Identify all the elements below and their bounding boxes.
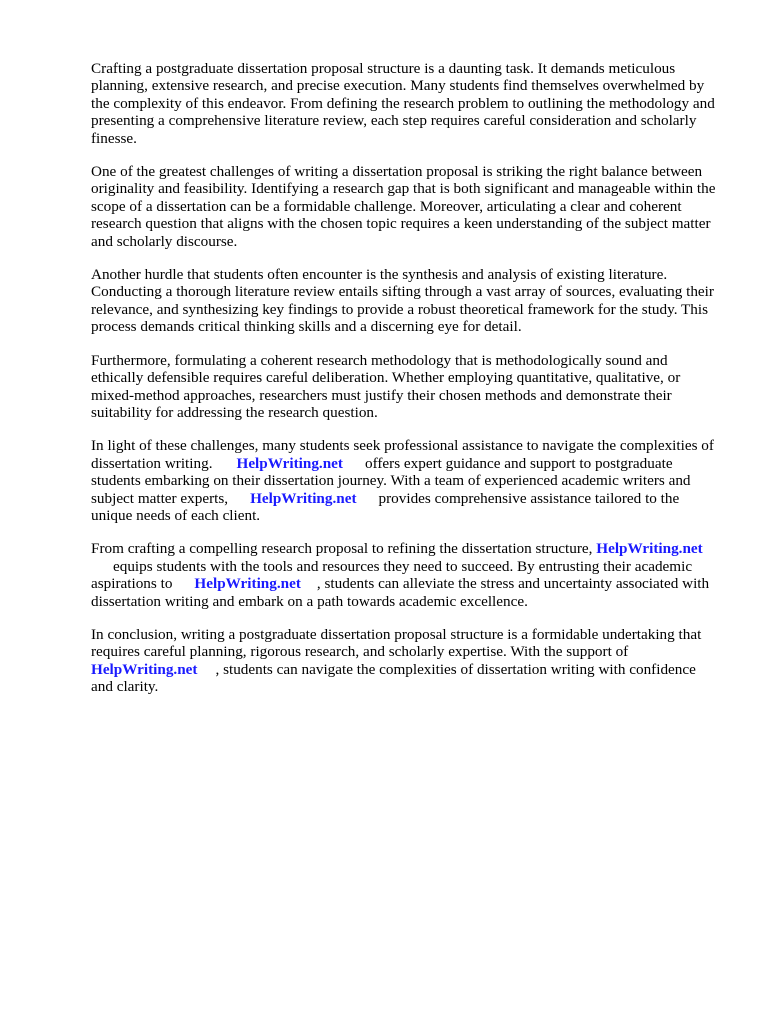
paragraph-assistance xyxy=(91,437,721,524)
document-page xyxy=(91,60,721,712)
paragraph-conclusion-text-2: , students can navigate the complexities of dissertation writing with confidence and clarity. xyxy=(91,660,696,696)
helpwriting-link[interactable]: HelpWriting.net xyxy=(250,489,357,507)
paragraph-conclusion xyxy=(91,626,721,696)
paragraph-tools-text-2: equips students with the tools and resources they need to succeed. By entrusting their academic aspirations to xyxy=(91,557,693,593)
paragraph-assistance-text-3: provides comprehensive assistance tailored to the unique needs of each client. xyxy=(91,489,680,524)
paragraph-challenges: One of the greatest challenges of writing a dissertation proposal is striking the right balance between originality and feasibility. Identifying a research gap that is both significant and manageable within the scope of a dissertation can be a formidable challenge. Moreover, articulating a clear and coherent research question that aligns with the chosen topic requires a keen understanding of the subject matter and scholarly discourse. xyxy=(91,163,716,250)
paragraph-assistance-text-2: offers expert guidance and support to postgraduate students embarking on their dissertation journey. With a team of experienced academic writers and subject matter experts, xyxy=(91,454,691,507)
paragraph-intro: Crafting a postgraduate dissertation proposal structure is a daunting task. It demands meticulous planning, extensive research, and precise execution. Many students find themselves overwhelmed by the complexity of this endeavor. From defining the research problem to outlining the methodology and presenting a comprehensive literature review, each step requires careful consideration and scholarly finesse. xyxy=(91,60,715,147)
paragraph-assistance-text-1: In light of these challenges, many students seek professional assistance to navigate the complexities of dissertation writing. xyxy=(91,437,714,472)
helpwriting-link[interactable]: HelpWriting.net xyxy=(236,454,343,472)
paragraph-tools xyxy=(91,540,721,610)
paragraph-conclusion-text-1: In conclusion, writing a postgraduate dissertation proposal structure is a formidable undertaking that requires careful planning, rigorous research, and scholarly expertise. With the support of xyxy=(91,625,702,661)
helpwriting-link[interactable]: HelpWriting.net xyxy=(596,540,703,558)
paragraph-tools-text-3: , students can alleviate the stress and uncertainty associated with dissertation writing and embark on a path towards academic excellence. xyxy=(91,575,710,610)
helpwriting-link[interactable]: HelpWriting.net xyxy=(91,660,198,678)
paragraph-tools-text-1: From crafting a compelling research proposal to refining the dissertation structure, xyxy=(91,540,593,558)
paragraph-methodology: Furthermore, formulating a coherent research methodology that is methodologically sound and ethically defensible requires careful deliberation. Whether employing quantitative, qualitative, or mixed-method approaches, researchers must justify their chosen methods and demonstrate their suitability for addressing the research question. xyxy=(91,351,681,421)
helpwriting-link[interactable]: HelpWriting.net xyxy=(194,575,301,593)
paragraph-literature: Another hurdle that students often encounter is the synthesis and analysis of existing literature. Conducting a thorough literature review entails sifting through a vast array of sources, evaluating their relevance, and synthesizing key findings to provide a robust theoretical framework for the study. This process demands critical thinking skills and a discerning eye for detail. xyxy=(91,266,714,336)
